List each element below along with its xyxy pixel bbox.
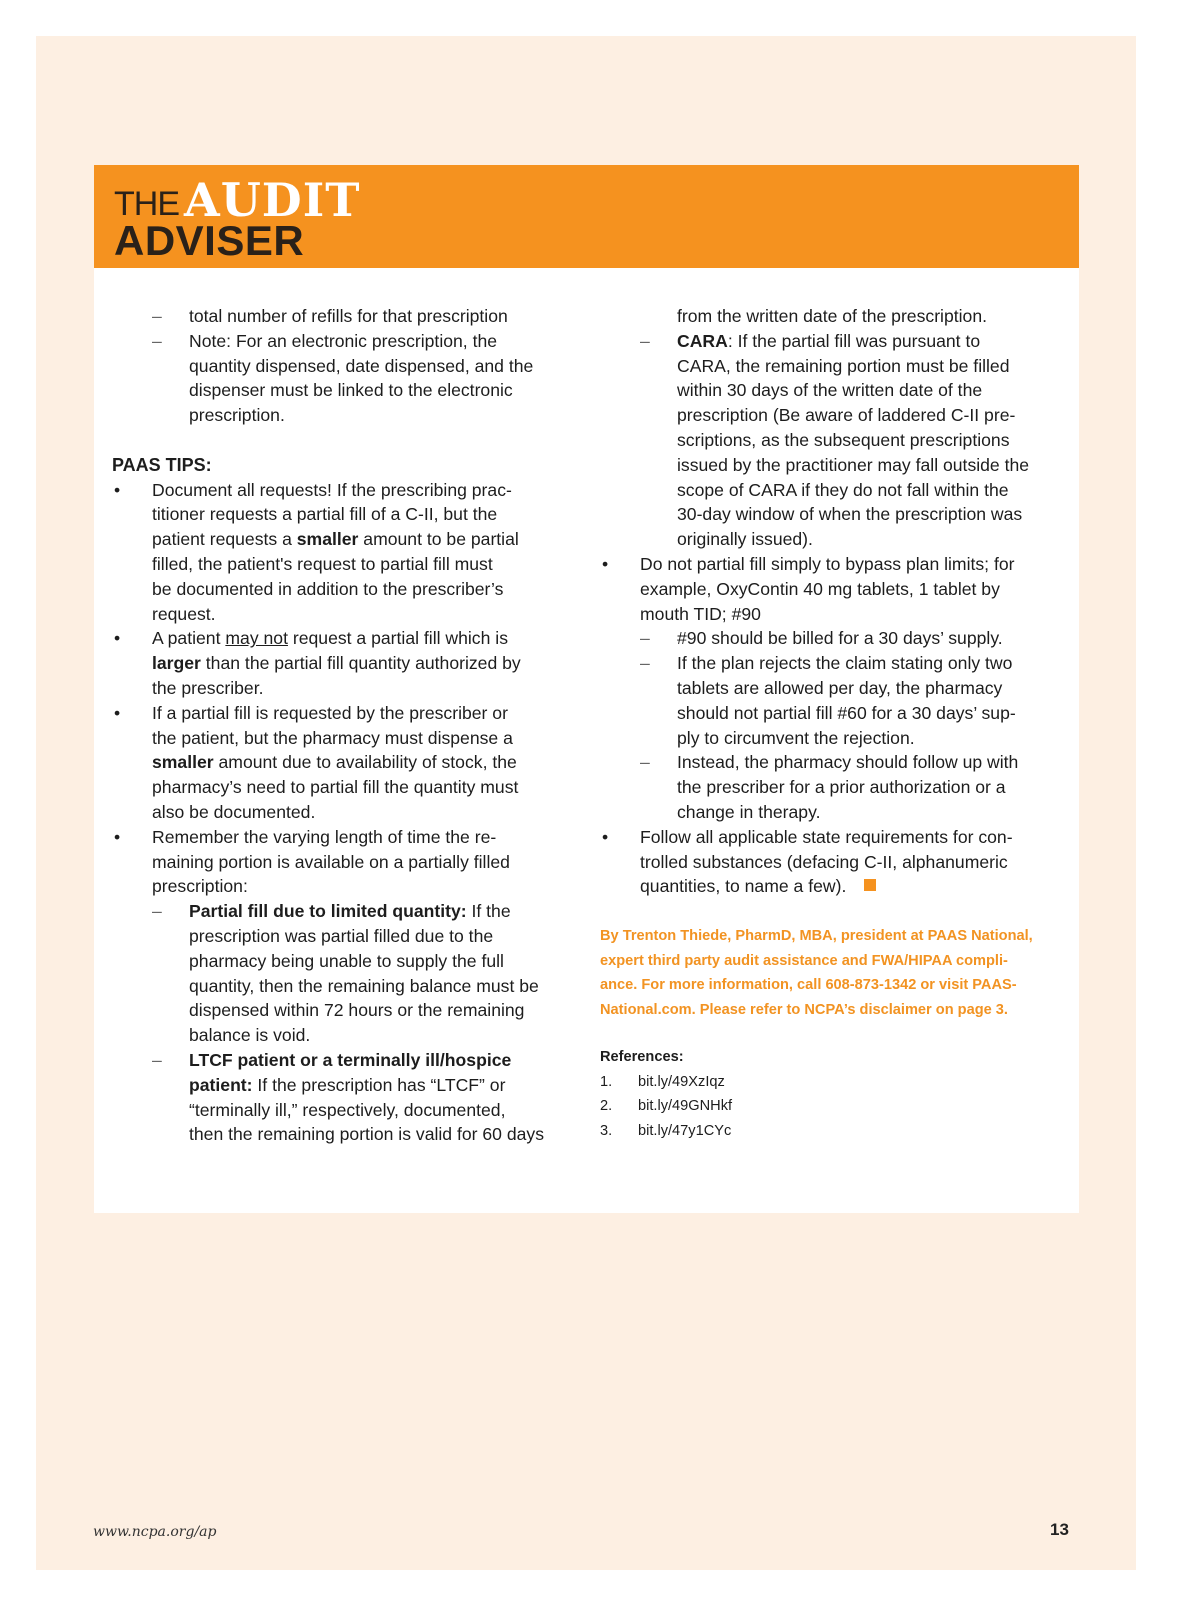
text-line: the prescriber for a prior authorization or a <box>677 777 1006 798</box>
page-number: 13 <box>1050 1520 1069 1539</box>
list-item: – CARA: If the partial fill was pursuant to <box>640 330 981 351</box>
text-line: should not partial fill #60 for a 30 days’ sup- <box>677 702 1016 723</box>
header-audit: AUDIT <box>184 173 361 227</box>
list-item: – Instead, the pharmacy should follow up with <box>640 752 1019 773</box>
header-banner <box>94 165 1079 268</box>
text-line: patient: If the prescription has “LTCF” or <box>189 1074 506 1095</box>
text-line: “terminally ill,” respectively, documented, <box>189 1099 506 1120</box>
bullet-item: • Follow all applicable state requirements for con- <box>602 826 1013 847</box>
reference-item[interactable]: 3. bit.ly/47y1CYc <box>600 1123 732 1140</box>
text-line: from the written date of the prescription. <box>677 306 987 326</box>
text-line: scriptions, as the subsequent prescriptions <box>677 429 1010 450</box>
text-line: the patient, but the pharmacy must dispense a <box>152 727 513 748</box>
text-line: the prescriber. <box>152 677 264 698</box>
text-line: request. <box>152 603 216 624</box>
text-line: pharmacy’s need to partial fill the quantity must <box>152 777 519 798</box>
left-column <box>112 304 582 1147</box>
text-line: balance is void. <box>189 1025 311 1046</box>
text-line: mouth TID; #90 <box>640 603 761 624</box>
tips-heading: PAAS TIPS: <box>112 454 212 475</box>
bullet-item: • Document all requests! If the prescribing prac- <box>114 479 512 500</box>
bullet-item: • A patient may not request a partial fill which is <box>114 628 508 649</box>
reference-item[interactable]: 1. bit.ly/49XzIqz <box>600 1073 725 1090</box>
text-line: be documented in addition to the prescriber’s <box>152 578 504 599</box>
text-line: patient requests a smaller amount to be partial <box>152 529 519 550</box>
text-line: issued by the practitioner may fall outside the <box>677 454 1030 475</box>
text-line: prescription: <box>152 876 248 897</box>
text-line: 30-day window of when the prescription was <box>677 504 1023 525</box>
text-line: also be documented. <box>152 801 316 822</box>
text-line: originally issued). <box>677 529 813 550</box>
list-item: – total number of refills for that prescription <box>152 306 508 326</box>
text-line: maining portion is available on a partially filled <box>152 851 510 872</box>
bullet-item: • Do not partial fill simply to bypass plan limits; for <box>602 553 1015 574</box>
text-line: change in therapy. <box>677 801 821 822</box>
text-line: quantity, then the remaining balance must be <box>189 975 539 996</box>
text-line: titioner requests a partial fill of a C-II, but the <box>152 504 498 525</box>
text-line: quantities, to name a few). <box>600 874 1070 899</box>
text-line: smaller amount due to availability of stock, the <box>152 752 517 773</box>
bullet-item: • If a partial fill is requested by the prescriber or <box>114 702 508 723</box>
text-line: within 30 days of the written date of the <box>677 380 983 401</box>
text-line: filled, the patient's request to partial fill must <box>152 553 493 574</box>
text-line: prescription. <box>189 405 285 426</box>
list-item: – Partial fill due to limited quantity: If the <box>152 901 511 922</box>
list-item: – Note: For an electronic prescription, the <box>152 330 498 351</box>
author-byline: By Trenton Thiede, PharmD, MBA, president at PAAS National, expert third party audit assistance and FWA/HIPAA compli- ance. For more information, call 608-873-1342 or visit PAAS- National.com. Please refer to NCPA’s disclaimer on page 3. <box>600 928 1033 1019</box>
text-line: scope of CARA if they do not fall within the <box>677 479 1009 500</box>
list-item: – If the plan rejects the claim stating only two <box>640 653 1013 674</box>
text-line: CARA, the remaining portion must be filled <box>677 355 1010 376</box>
text-line: tablets are allowed per day, the pharmacy <box>677 677 1003 698</box>
header-the: THE <box>114 185 179 223</box>
text-line: dispensed within 72 hours or the remaining <box>189 1000 525 1021</box>
text-line: example, OxyContin 40 mg tablets, 1 tablet by <box>640 578 1000 599</box>
right-column <box>600 304 1070 899</box>
reference-item[interactable]: 2. bit.ly/49GNHkf <box>600 1098 733 1115</box>
footer-url: www.ncpa.org/ap <box>93 1524 217 1540</box>
text-line: prescription (Be aware of laddered C-II pre- <box>677 405 1016 426</box>
text-line: pharmacy being unable to supply the full <box>189 950 504 971</box>
references <box>600 1045 1070 1144</box>
text-line: trolled substances (defacing C-II, alphanumeric <box>640 851 1008 872</box>
text-line: prescription was partial filled due to the <box>189 925 494 946</box>
end-square-icon <box>864 879 876 891</box>
text-line: ply to circumvent the rejection. <box>677 727 915 748</box>
references-title: References: <box>600 1049 684 1065</box>
text-line: dispenser must be linked to the electronic <box>189 380 513 401</box>
bullet-item: • Remember the varying length of time the re- <box>114 826 497 847</box>
list-item: – LTCF patient or a terminally ill/hospice <box>152 1049 512 1070</box>
list-item: – #90 should be billed for a 30 days’ supply. <box>640 628 1003 649</box>
text-line: larger than the partial fill quantity authorized by <box>152 653 521 674</box>
text-line: quantity dispensed, date dispensed, and the <box>189 355 534 376</box>
header-adviser: ADVISER <box>114 217 305 264</box>
text-line: then the remaining portion is valid for 60 days <box>189 1124 545 1145</box>
